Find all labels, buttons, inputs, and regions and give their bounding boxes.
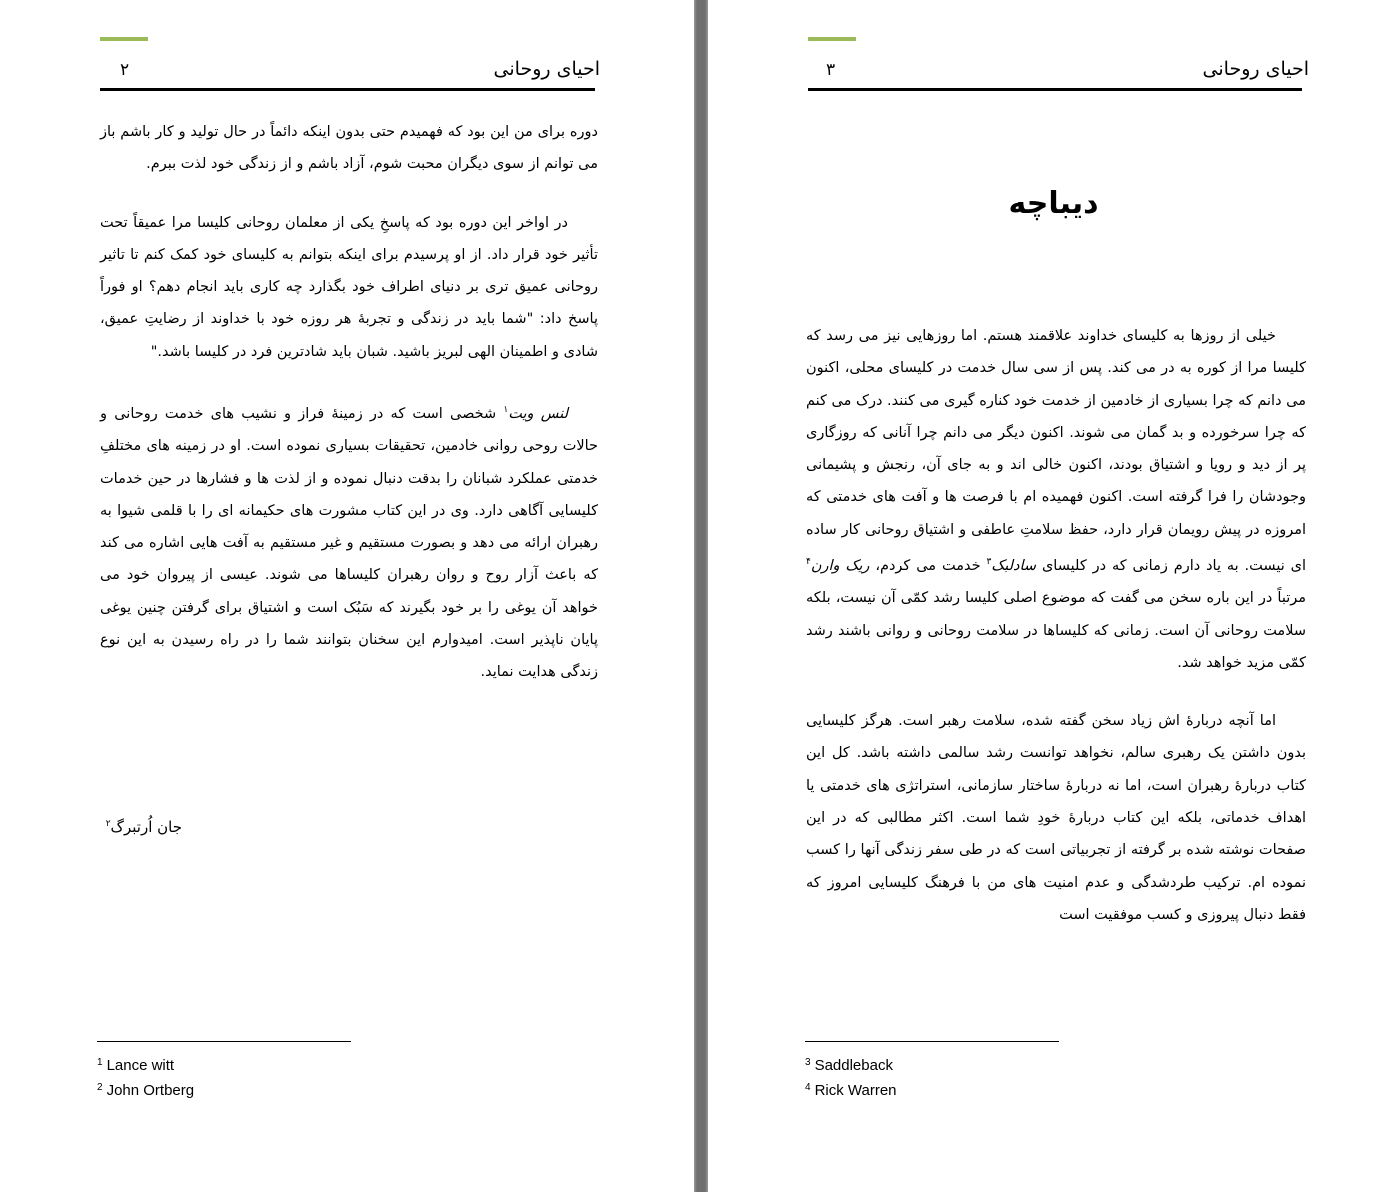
page-gutter xyxy=(694,0,708,1192)
paragraph xyxy=(806,320,1306,679)
signature xyxy=(106,818,182,836)
header-accent-bar xyxy=(100,37,148,41)
header-rule xyxy=(808,88,1302,91)
footnote xyxy=(97,1077,194,1102)
header-rule xyxy=(100,88,595,91)
page-number: ۲ xyxy=(120,60,130,80)
chapter-title: دیباچه xyxy=(1008,186,1099,221)
footnote xyxy=(97,1052,194,1077)
person-name: ریک وارن xyxy=(810,557,870,574)
paragraph-text: مرتباً در این باره سخن می گفت که موضوع اصلی کلیسا رشد کمّی آن نیست، بلکه سلامت روحانی آن است. زمانی که کلیساها در سلامت روحانی و روانی باشند رشد کمّی مزید خواهد شد. xyxy=(806,590,1306,671)
footnote-number: 3 xyxy=(805,1057,811,1068)
paragraph-text: شخصی است که در زمینۀ فراز و نشیب های خدمت روحانی و حالات روحی روانی خادمین، تحقیقات بسیاری نموده است. او در زمینه های مختلفِ خدمتی عملکرد شبانان را بدقت دنبال نموده و از لذت ها و فشارها در حین خدمات کلیسایی آگاهی دارد. وی در این کتاب مشورت های حکیمانه ای را با قلمی شیوا به رهبران ارائه می دهد و بصورت مستقیم و غیر مستقیم به آفت هایی اشاره می کند که باعث آزار روح و روان رهبران کلیساها می شوند. عیسی از پیروان خود می خواهد آن یوغی را بر خود بگیرند که سَبُک است و اشتیاق برای گرفتن چنین یوغی پایان ناپذیر است. امیدوارم این سخنان بتوانند شما را در راه رسیدن به این نوع زندگی هدایت نماید. xyxy=(100,405,598,681)
body-text xyxy=(806,320,1306,931)
footnote-number: 2 xyxy=(97,1082,103,1093)
page-number: ۳ xyxy=(826,60,836,80)
church-name: سادلبک xyxy=(991,557,1037,574)
running-header-title: احیای روحانی xyxy=(1202,58,1309,80)
footnote-ref: ۴ xyxy=(806,557,811,568)
footnote-separator xyxy=(805,1041,1059,1042)
footnote-text: John Ortberg xyxy=(106,1082,195,1099)
paragraph-text: خدمت می کردم، xyxy=(869,557,987,574)
footnote-number: 1 xyxy=(97,1057,103,1068)
footnote-ref: ۲ xyxy=(105,819,111,829)
header-accent-bar xyxy=(808,37,856,41)
footnote xyxy=(805,1052,897,1077)
paragraph-text: خیلی از روزها به کلیسای خداوند علاقمند هستم. اما روزهایی نیز می رسد که کلیسا مرا از کوره به در می کند. پس از سی سال خدمت در کلیسای محلی، اکنون می دانم که چرا بسیاری از خادمین از خدمت خود کناره گیری می کنند. درک می کنم که چرا سرخورده و بد گمان می شوند. اکنون دیگر می دانم چرا آنانی که روزگاری پر از دید و رویا و اشتیاق بودند، اکنون خالی اند و به جای آن، رنجش و پشیمانی وجودشان را فرا گرفته است. اکنون فهمیده ام با فرصت ها و آفت های خدمتی که امروزه در پیش رویمان قرار دارد، حفظ سلامتِ عاطفی و اشتیاق روحانی کار ساده ای نیست. به یاد دارم زمانی که در کلیسای xyxy=(806,328,1307,574)
paragraph xyxy=(100,394,598,689)
paragraph: اما آنچه دربارۀ اش زیاد سخن گفته شده، سلامت رهبر است. هرگز کلیسایی بدون داشتن یک رهبری سالم، نخواهد توانست رشد سالمی داشته باشد. کل این کتاب دربارۀ رهبران است، اما نه دربارۀ ساختار سازمانی، استراتژی های خدمتی یا اهداف خدماتی، بلکه این کتاب دربارۀ خودِ شما است. اکثر مطالبی که در این صفحات نوشته شده بر گرفته از تجربیاتی است که در طی سفر زندگی آنها را کسب نموده ام. ترکیب طردشدگی و عدم امنیت های من با فرهنگ کلیسایی امروز که فقط دنبال پیروزی و کسب موفقیت است xyxy=(806,713,1306,923)
paragraph: دوره برای من این بود که فهمیدم حتی بدون اینکه دائماً در حال تولید و کار باشم باز می توانم از سوی دیگران محبت شوم، آزاد باشم و از زندگی خود لذت ببرم. xyxy=(100,124,598,173)
footnote-text: Lance witt xyxy=(106,1057,175,1074)
body-text xyxy=(100,116,598,689)
paragraph: در اواخر این دوره بود که پاسخِ یکی از معلمان روحانی کلیسا مرا عمیقاً تحت تأثیر خود قرار داد. از او پرسیدم برای اینکه بتوانم به کلیسای خود کمک کنم تا تاثیر روحانی عمیق تری بر دنیای اطراف خود بگذارد چه کاری باید انجام دهم؟ او فوراً پاسخ داد: "شما باید در زندگی و تجربۀ هر روزه خود با خداوند از رضایتِ عمیق، شادی و اطمینان الهی لبریز باشید. شبان باید شادترین فرد در کلیسا باشد." xyxy=(100,214,598,360)
footnote xyxy=(805,1077,897,1102)
footnote-number: 4 xyxy=(805,1082,811,1093)
left-page xyxy=(0,0,694,1192)
signature-name: جان اُرتبرگ xyxy=(110,818,182,836)
footnotes xyxy=(97,1052,194,1102)
right-page xyxy=(708,0,1399,1192)
footnotes xyxy=(805,1052,897,1102)
footnote-ref: ۱ xyxy=(503,405,509,416)
footnote-separator xyxy=(97,1041,351,1042)
person-name: لنس ویت xyxy=(508,405,568,422)
footnote-text: Saddleback xyxy=(814,1057,893,1074)
footnote-ref: ۳ xyxy=(986,557,992,568)
running-header-title: احیای روحانی xyxy=(493,58,600,80)
footnote-text: Rick Warren xyxy=(814,1082,897,1099)
